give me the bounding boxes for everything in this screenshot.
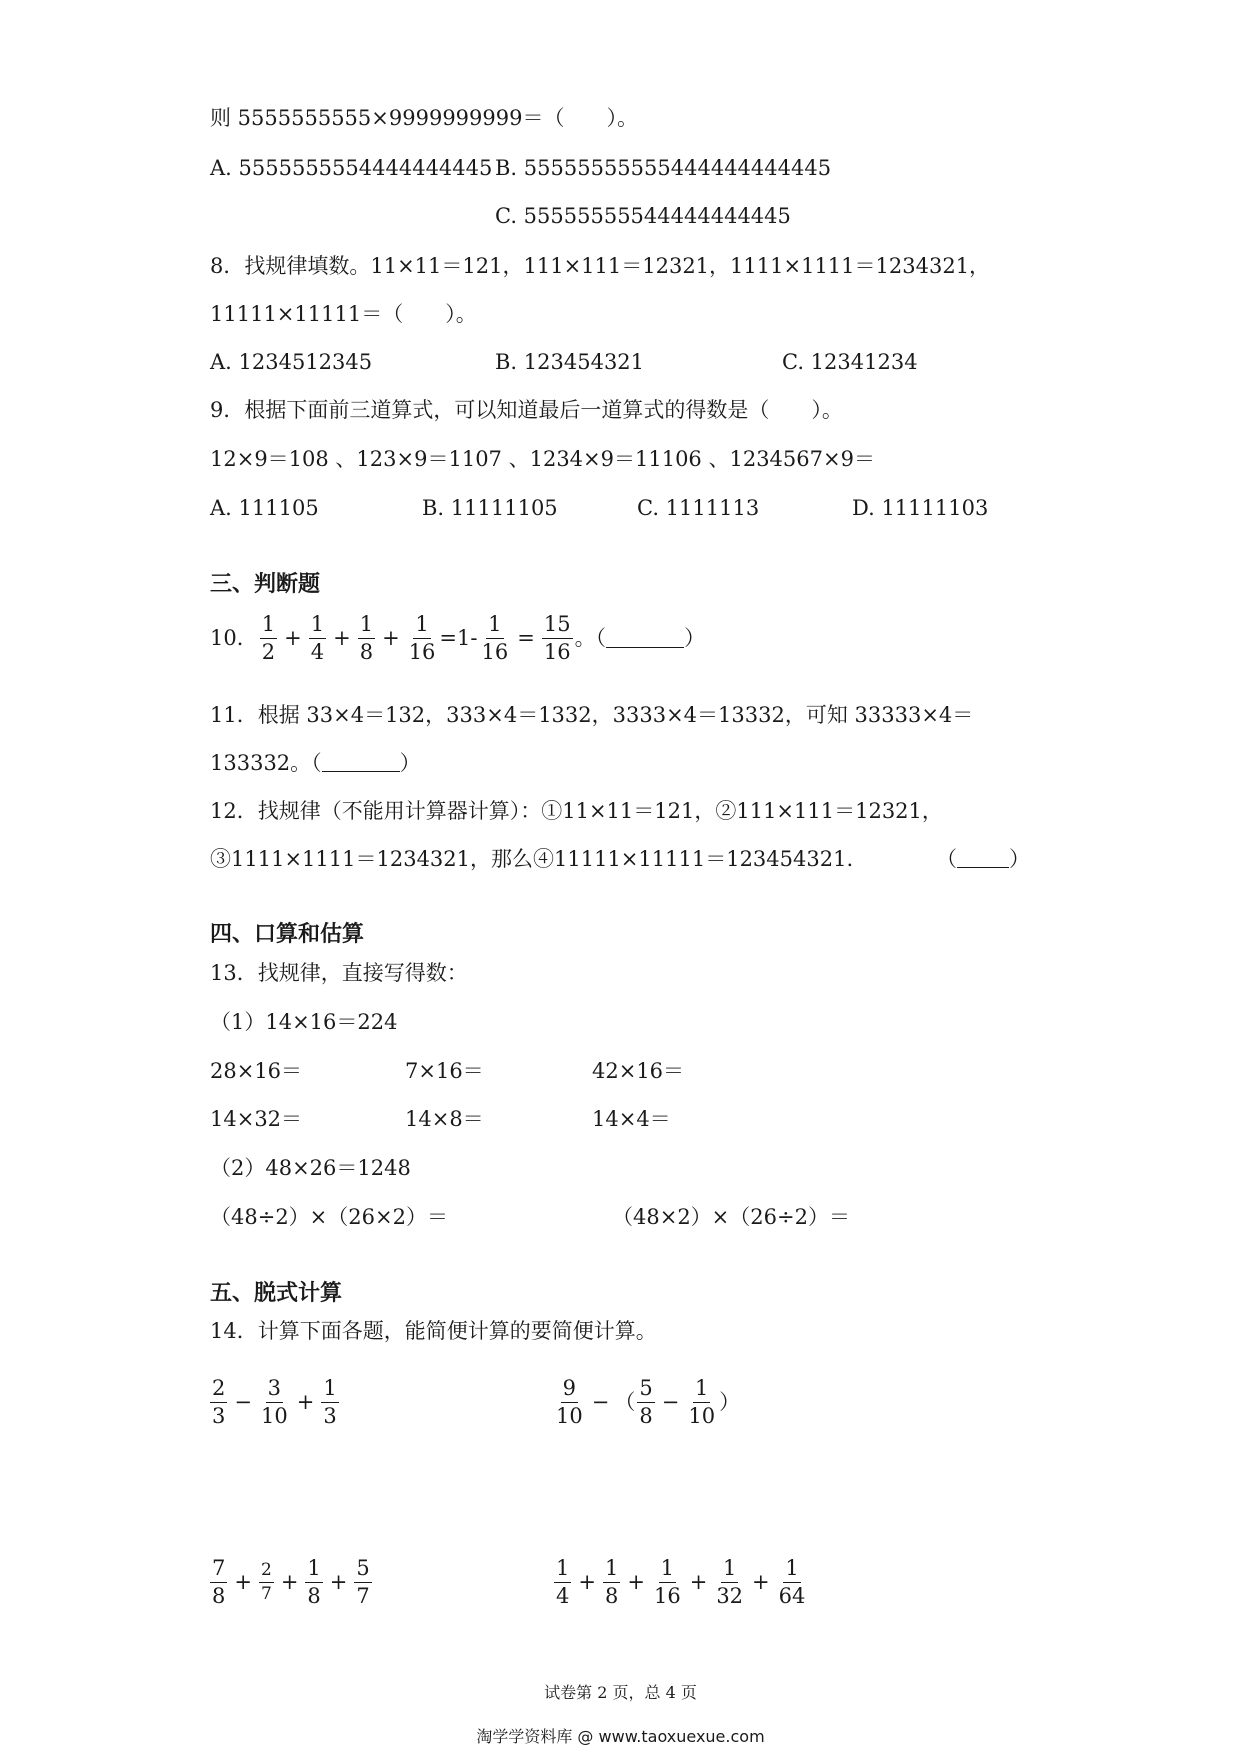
q10-answer-blank[interactable]	[606, 629, 684, 648]
q10: 10． $\frac{1}{2}$ + $\frac{1}{4}$ + $\frac{1}{8}$ + $\frac{1}{16}$ =1- $\frac{1}{16}$ = $\frac{15}{16}$ 。（ ）	[210, 612, 706, 664]
q11-line2	[210, 753, 421, 774]
q12-stem: 12．找规律（不能用计算器计算）：①11×11＝121，②111×111＝12321，	[210, 799, 943, 823]
q14-e4-frac-d: $\frac{1}{32}$	[716, 1556, 744, 1608]
q8-option-c: C. 12341234	[782, 350, 918, 374]
q7-stem-end: 则 5555555555×9999999999＝（ ）。	[210, 106, 638, 130]
q10-fraction-5: $\frac{1}{16}$	[481, 612, 509, 664]
q14-e3-frac-d: $\frac{5}{7}$	[356, 1556, 370, 1608]
q10-fraction-4: $\frac{1}{16}$	[408, 612, 436, 664]
q14-expr-2: $\frac{9}{10}$ − （ $\frac{5}{8}$ − $\frac{1}{10}$ ）	[556, 1376, 741, 1428]
q12-line2: ③1111×1111＝1234321，那么④11111×11111＝123454321.	[210, 847, 854, 871]
q7-option-a: A. 5555555554444444445	[210, 156, 493, 180]
q10-middle: =1-	[439, 626, 478, 650]
q14-e4-frac-a: $\frac{1}{4}$	[556, 1556, 570, 1608]
q12-answer	[936, 849, 1030, 870]
q10-fraction-1: $\frac{1}{2}$	[261, 612, 276, 664]
q13-r1-c3: 42×16＝	[592, 1059, 685, 1083]
q13-r2-c2: 14×8＝	[405, 1107, 484, 1131]
q9-option-d: D. 11111103	[852, 496, 989, 520]
q14-e4-frac-c: $\frac{1}{16}$	[653, 1556, 681, 1608]
q8-option-b: B. 123454321	[495, 350, 645, 374]
q13-r2-c1: 14×32＝	[210, 1107, 303, 1131]
q11-close: ）	[399, 751, 421, 775]
q13-part2: （2）48×26＝1248	[210, 1156, 411, 1180]
q10-fraction-3: $\frac{1}{8}$	[359, 612, 374, 664]
q10-close: ）	[684, 626, 706, 650]
section-title-step-calc: 五、脱式计算	[210, 1281, 343, 1306]
q14-e1-frac-b: $\frac{3}{10}$	[260, 1376, 288, 1428]
q10-fraction-6: $\frac{15}{16}$	[543, 612, 571, 664]
q12-bracket-open: （	[936, 847, 957, 871]
q14-e3-frac-b: $\frac{2}{7}$	[260, 1560, 272, 1604]
q11-stem: 11．根据 33×4＝132，333×4＝1332，3333×4＝13332，可知 33333×4＝	[210, 703, 974, 727]
q13-title: 13．找规律，直接写得数：	[210, 961, 468, 985]
q7-option-b: B. 55555555555444444444445	[495, 156, 832, 180]
q10-fraction-2: $\frac{1}{4}$	[310, 612, 325, 664]
q9-option-b: B. 11111105	[422, 496, 558, 520]
q13-part1: （1）14×16＝224	[210, 1010, 398, 1034]
q14-e2-frac-b: $\frac{5}{8}$	[639, 1376, 653, 1428]
q8-stem-line2: 11111×11111＝（ ）。	[210, 302, 477, 326]
q14-e2-frac-a: $\frac{9}{10}$	[556, 1376, 583, 1428]
q14-title: 14．计算下面各题，能简便计算的要简便计算。	[210, 1319, 657, 1343]
q14-expr-4: $\frac{1}{4}$ + $\frac{1}{8}$ + $\frac{1}{16}$ + $\frac{1}{32}$ + $\frac{1}{64}$	[556, 1556, 806, 1608]
q14-e1-frac-a: $\frac{2}{3}$	[212, 1376, 226, 1428]
q7-option-c: C. 55555555544444444445	[495, 204, 791, 228]
q14-e4-frac-b: $\frac{1}{8}$	[604, 1556, 619, 1608]
q14-e3-frac-a: $\frac{7}{8}$	[212, 1556, 226, 1608]
q13-r1-c1: 28×16＝	[210, 1059, 303, 1083]
q12-bracket-close: ）	[1009, 847, 1030, 871]
page-footer: 试卷第 2 页，总 4 页	[544, 1683, 697, 1702]
q12-answer-blank[interactable]	[957, 849, 1009, 868]
q11-line2-text: 133332。（	[210, 751, 322, 775]
q9-formula: 12×9＝108 、123×9＝1107 、1234×9＝11106 、1234567×9＝	[210, 447, 875, 471]
q14-e4-frac-e: $\frac{1}{64}$	[778, 1556, 806, 1608]
q13-r2-c3: 14×4＝	[592, 1107, 671, 1131]
q8-stem: 8．找规律填数。11×11＝121，111×111＝12321，1111×1111＝1234321，	[210, 254, 991, 278]
q10-tail: 。（	[574, 626, 607, 650]
q10-number: 10．	[210, 626, 258, 650]
q14-e2-frac-c: $\frac{1}{10}$	[688, 1376, 716, 1428]
q14-e1-frac-c: $\frac{1}{3}$	[323, 1376, 337, 1428]
section-title-judgement: 三、判断题	[210, 572, 321, 597]
q13-r1-c2: 7×16＝	[405, 1059, 484, 1083]
section-title-oral-calc: 四、口算和估算	[210, 922, 365, 947]
watermark: 淘学学资料库 @ www.taoxuexue.com	[476, 1727, 765, 1746]
q9-stem: 9．根据下面前三道算式，可以知道最后一道算式的得数是（ ）。	[210, 398, 843, 422]
q13-r3-c1: （48÷2）×（26×2）＝	[210, 1205, 448, 1229]
q14-expr-3: $\frac{7}{8}$ + $\frac{2}{7}$ + $\frac{1}{8}$ + $\frac{5}{7}$	[212, 1556, 370, 1608]
q8-option-a: A. 1234512345	[210, 350, 373, 374]
q14-e3-frac-c: $\frac{1}{8}$	[307, 1556, 321, 1608]
q13-r3-c2: （48×2）×（26÷2）＝	[612, 1205, 850, 1229]
q14-expr-1: $\frac{2}{3}$ − $\frac{3}{10}$ + $\frac{1}{3}$	[212, 1376, 337, 1428]
q9-option-c: C. 1111113	[637, 496, 760, 520]
q9-option-a: A. 111105	[210, 496, 319, 520]
q11-answer-blank[interactable]	[322, 753, 400, 772]
